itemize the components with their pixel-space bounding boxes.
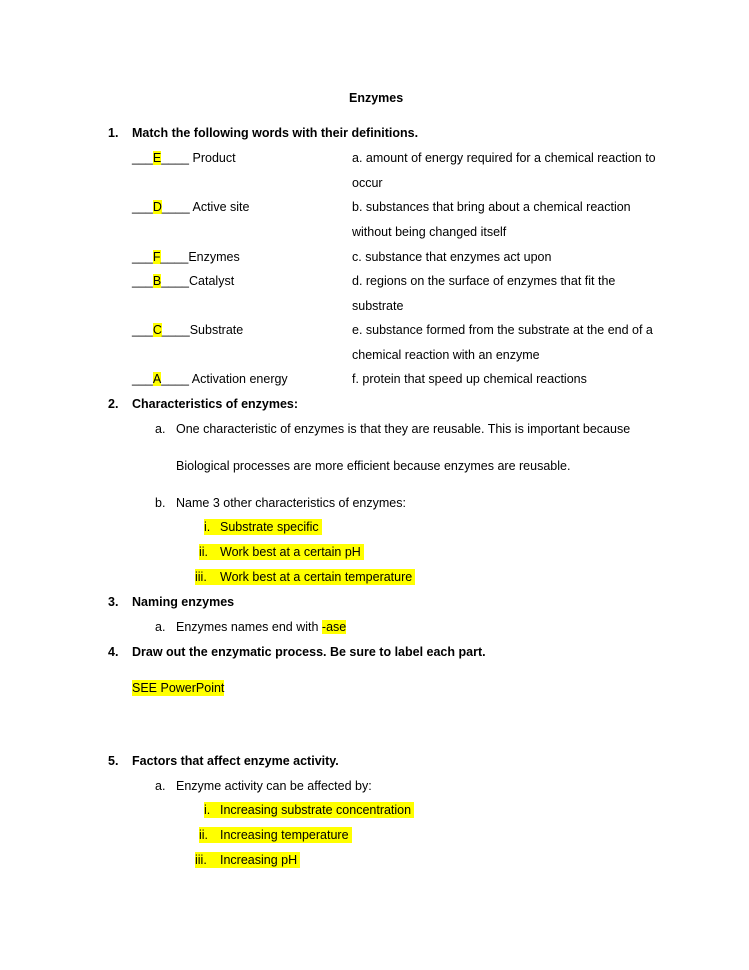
- definition-f: f. protein that speed up chemical reactions: [352, 372, 587, 386]
- answer-letter: F: [152, 250, 161, 264]
- match-row: [132, 249, 240, 265]
- match-row: [132, 371, 288, 387]
- definition-d: d. regions on the surface of enzymes that fit the: [352, 274, 616, 288]
- q5a-item: [195, 852, 300, 868]
- answer-blank: ____: [161, 200, 190, 214]
- item-number: iii.: [195, 570, 207, 584]
- item-number: iii.: [195, 853, 207, 867]
- answer-blank: ____: [161, 274, 190, 288]
- q5-number: 5.: [108, 754, 119, 768]
- match-row: [132, 199, 249, 215]
- definition-c: c. substance that enzymes act upon: [352, 250, 552, 264]
- answer-letter: C: [152, 323, 162, 337]
- item-text: Increasing substrate concentration: [220, 803, 412, 817]
- definition-b: b. substances that bring about a chemical reaction: [352, 200, 631, 214]
- definition-a: a. amount of energy required for a chemical reaction to: [352, 151, 656, 165]
- q5a-item: [199, 827, 352, 843]
- q5a-label: a.: [155, 779, 166, 793]
- answer-blank: ___: [132, 151, 153, 165]
- q1-number: 1.: [108, 126, 119, 140]
- q3-number: 3.: [108, 595, 119, 609]
- answer-blank: ____: [161, 372, 190, 386]
- item-number: i.: [204, 803, 211, 817]
- answer-blank: ___: [132, 372, 153, 386]
- item-text: Work best at a certain pH: [220, 545, 361, 559]
- q3a-line: [176, 619, 346, 635]
- item-number: i.: [204, 520, 211, 534]
- q2a-text: One characteristic of enzymes is that they are reusable. This is important because: [176, 422, 631, 436]
- answer-letter: E: [152, 151, 162, 165]
- q5-heading: Factors that affect enzyme activity.: [132, 754, 339, 768]
- q2-number: 2.: [108, 397, 119, 411]
- match-row: [132, 322, 243, 338]
- match-row: [132, 150, 236, 166]
- q2-heading: Characteristics of enzymes:: [132, 397, 299, 411]
- q2b-item: [204, 519, 322, 535]
- page-title: Enzymes: [349, 91, 404, 105]
- q3-heading: Naming enzymes: [132, 595, 235, 609]
- match-term: Active site: [189, 200, 250, 214]
- answer-letter: D: [152, 200, 162, 214]
- answer-blank: ____: [161, 323, 190, 337]
- q2b-item: [199, 544, 364, 560]
- q2b-text: Name 3 other characteristics of enzymes:: [176, 496, 406, 510]
- q3a-label: a.: [155, 620, 166, 634]
- q2a-answer: Biological processes are more efficient because enzymes are reusable.: [176, 459, 571, 473]
- q2a-label: a.: [155, 422, 166, 436]
- match-term: Product: [189, 151, 236, 165]
- answer-blank: ____: [161, 151, 190, 165]
- match-term: Catalyst: [189, 274, 235, 288]
- answer-blank: ___: [132, 323, 153, 337]
- match-term: Enzymes: [188, 250, 240, 264]
- match-term: Activation energy: [189, 372, 288, 386]
- match-row: [132, 273, 234, 289]
- definition-d-cont: substrate: [352, 299, 404, 313]
- q4-number: 4.: [108, 645, 119, 659]
- q3a-answer: -ase: [321, 620, 347, 634]
- item-text: Substrate specific: [220, 520, 319, 534]
- answer-blank: ___: [132, 250, 153, 264]
- item-number: ii.: [199, 545, 209, 559]
- q3a-text: Enzymes names end with: [176, 620, 322, 634]
- answer-letter: B: [152, 274, 162, 288]
- answer-blank: ___: [132, 274, 153, 288]
- q4-heading: Draw out the enzymatic process. Be sure to label each part.: [132, 645, 486, 659]
- match-term: Substrate: [189, 323, 244, 337]
- definition-e: e. substance formed from the substrate at the end of a: [352, 323, 653, 337]
- q4-answer: SEE PowerPoint: [132, 681, 225, 695]
- q2b-label: b.: [155, 496, 166, 510]
- definition-e-cont: chemical reaction with an enzyme: [352, 348, 540, 362]
- definition-a-cont: occur: [352, 176, 383, 190]
- item-text: Work best at a certain temperature: [220, 570, 413, 584]
- answer-blank: ___: [132, 200, 153, 214]
- item-text: Increasing pH: [220, 853, 298, 867]
- definition-b-cont: without being changed itself: [352, 225, 507, 239]
- q2b-item: [195, 569, 415, 585]
- q1-heading: Match the following words with their definitions.: [132, 126, 419, 140]
- item-text: Increasing temperature: [220, 828, 349, 842]
- item-number: ii.: [199, 828, 209, 842]
- q5a-text: Enzyme activity can be affected by:: [176, 779, 372, 793]
- q5a-item: [204, 802, 414, 818]
- answer-letter: A: [152, 372, 162, 386]
- answer-blank: ____: [160, 250, 189, 264]
